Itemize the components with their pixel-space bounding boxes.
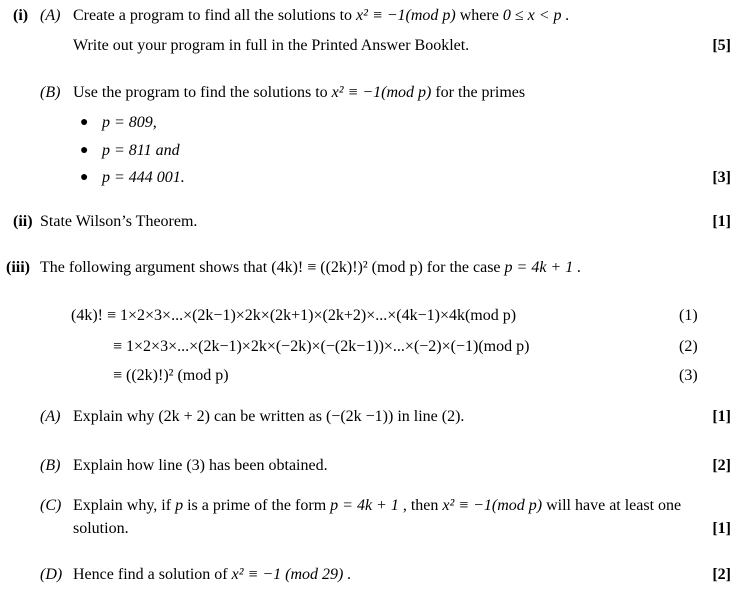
part-iii-b-marks: [2] <box>712 457 731 474</box>
part-i-a-line1 <box>73 6 570 26</box>
part-ii-marks: [1] <box>712 213 731 230</box>
part-i-a-text: Create a program to find all the solutions to <box>73 7 353 24</box>
part-iii-c-text3: then <box>410 497 439 514</box>
equation-2-number: (2) <box>679 338 698 355</box>
bullet-p811: p = 811 and <box>102 142 180 159</box>
part-i-b-marks: [3] <box>712 169 731 186</box>
part-i-b-tail: for the primes <box>435 84 526 101</box>
part-i-a-range: 0 ≤ x < p . <box>502 7 570 24</box>
part-iii-case: p = 4k + 1 . <box>504 259 582 276</box>
part-iii-label: (iii) <box>6 259 30 276</box>
part-iii-a-expr2: (−(2k −1)) <box>325 408 394 425</box>
part-iii-d-congruence: x² ≡ −1 (mod 29) . <box>231 566 352 583</box>
equation-1: (4k)! ≡ 1×2×3×...×(2k−1)×2k×(2k+1)×(2k+2)×...×(4k−1)×4k(mod p) <box>71 307 517 324</box>
part-iii-c-text1: Explain why, if <box>73 497 172 514</box>
part-iii-case-text: for the case <box>426 259 501 276</box>
part-iii-c-congruence: x² ≡ −1(mod p) <box>442 497 543 514</box>
part-i-a-congruence: x² ≡ −1(mod p) <box>356 7 456 24</box>
bullet-dot: ● <box>80 115 89 130</box>
part-iii-c-form: p = 4k + 1 , <box>330 497 407 514</box>
bullet-p444001: p = 444 001. <box>102 169 185 186</box>
part-i-b-text: Use the program to find the solutions to <box>73 84 328 101</box>
part-iii-a-text2: can be written as <box>214 408 322 425</box>
part-i-a-where: where <box>459 7 499 24</box>
part-iii-d-text: Hence find a solution of <box>73 566 228 583</box>
part-iii-intro <box>40 258 581 278</box>
part-iii-c-line2: solution. <box>73 520 129 537</box>
part-iii-b-text: Explain how line (3) has been obtained. <box>73 457 328 474</box>
part-iii-d-marks: [2] <box>712 566 731 583</box>
part-iii-a-marks: [1] <box>712 408 731 425</box>
part-iii-b-label: (B) <box>40 457 61 474</box>
part-i-b-line <box>73 83 525 103</box>
part-iii-c-label: (C) <box>40 497 62 514</box>
part-iii-d-line <box>73 565 351 585</box>
part-iii-c-text2: is a prime of the form <box>187 497 327 514</box>
part-i-b-congruence: x² ≡ −1(mod p) <box>331 84 432 101</box>
part-ii-label: (ii) <box>13 213 33 230</box>
part-i-label: (i) <box>13 7 29 24</box>
bullet-p809: p = 809, <box>102 114 157 131</box>
part-i-b-label: (B) <box>40 84 61 101</box>
equation-3-number: (3) <box>679 367 698 384</box>
part-iii-d-label: (D) <box>40 566 63 583</box>
part-iii-a-text3: in line (2). <box>397 408 465 425</box>
part-iii-c-line1 <box>73 496 681 516</box>
bullet-dot: ● <box>80 170 89 185</box>
part-iii-a-expr1: (2k + 2) <box>158 408 211 425</box>
part-iii-a-text1: Explain why <box>73 408 155 425</box>
part-i-a-marks: [5] <box>712 37 731 54</box>
equation-3: ≡ ((2k)!)² (mod p) <box>113 367 229 384</box>
part-ii-text: State Wilson’s Theorem. <box>40 213 198 230</box>
part-iii-claim: (4k)! ≡ ((2k)!)² (mod p) <box>271 259 423 276</box>
part-i-a-label: (A) <box>40 7 61 24</box>
part-iii-c-text4: will have at least one <box>546 497 682 514</box>
bullet-dot: ● <box>80 143 89 158</box>
part-iii-a-line <box>73 407 464 427</box>
equation-1-number: (1) <box>679 307 698 324</box>
part-iii-c-marks: [1] <box>712 520 731 537</box>
part-iii-intro-text: The following argument shows that <box>40 259 268 276</box>
part-iii-c-p: p <box>175 497 184 514</box>
part-i-a-line2: Write out your program in full in the Printed Answer Booklet. <box>73 37 470 54</box>
part-iii-a-label: (A) <box>40 408 61 425</box>
equation-2: ≡ 1×2×3×...×(2k−1)×2k×(−2k)×(−(2k−1))×...×(−2)×(−1)(mod p) <box>113 338 530 355</box>
